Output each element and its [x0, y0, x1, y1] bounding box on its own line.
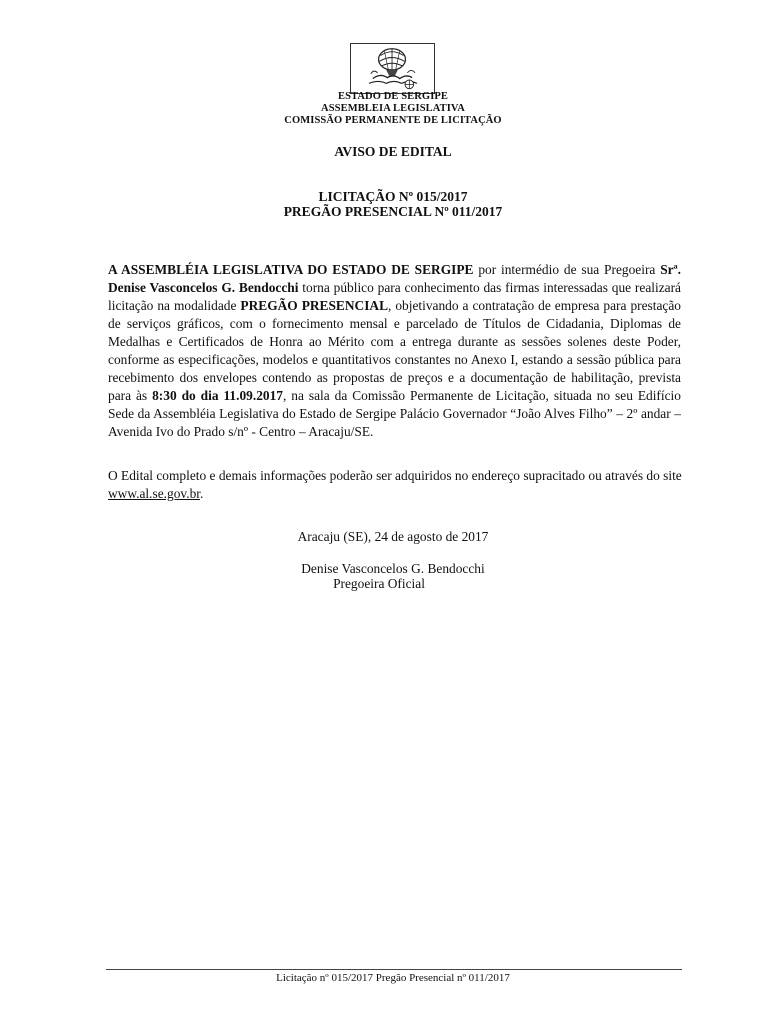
bid-number: LICITAÇÃO Nº 015/2017 — [318, 189, 468, 204]
info-paragraph — [108, 467, 688, 503]
info-text-end: . — [199, 486, 204, 501]
paragraph-text: torna público para conhecimento das firmas interessadas que realizará licitação na modalidade — [108, 280, 682, 313]
bold-text: Srª. Denise Vasconcelos G. Bendocchi — [108, 262, 681, 295]
paragraph-text: por intermédio de sua Pregoeira — [473, 262, 661, 277]
notice-paragraph — [108, 261, 681, 441]
coat-of-arms-icon — [350, 43, 435, 94]
paragraph-text: , na sala da Comissão Permanente de Licitação, situada no seu Edifício Sede da Assembléia Legislativa do Estado de Sergipe Palácio Governador “João Alves Filho” – 2º andar – Avenida Ivo do Prado s/nº - Centro – Aracaju/SE. — [108, 388, 681, 439]
bold-text: 8:30 do dia 11.09.2017 — [152, 388, 283, 403]
page-footer: Licitação nº 015/2017 Pregão Presencial nº 011/2017 — [276, 972, 510, 984]
signature-date: Aracaju (SE), 24 de agosto de 2017 — [297, 529, 489, 544]
header-commission: COMISSÃO PERMANENTE DE LICITAÇÃO — [284, 115, 502, 126]
signatory-role: Pregoeira Oficial — [333, 576, 425, 591]
website-link[interactable]: www.al.se.gov.br — [108, 486, 200, 501]
auction-number: PREGÃO PRESENCIAL Nº 011/2017 — [283, 204, 503, 219]
footer-divider — [106, 969, 682, 970]
header-state: ESTADO DE SERGIPE — [337, 91, 449, 102]
signatory-name: Denise Vasconcelos G. Bendocchi — [301, 561, 485, 576]
paragraph-text: , objetivando a contratação de empresa para prestação de serviços gráficos, com o fornecimento mensal e parcelado de Títulos de Cidadania, Diplomas de Medalhas e Certificados de Honra ao Mérito com a entrega durante as sessões solenes deste Poder, conforme as especificações, modelos e quantitativos constantes no Anexo I, estando a sessão pública para recebimento dos envelopes contendo as propostas de preços e a documentação de habilitação, prevista para às — [108, 298, 681, 403]
header-assembly: ASSEMBLEIA LEGISLATIVA — [321, 103, 465, 114]
info-text: O Edital completo e demais informações poderão ser adquiridos no endereço supracitado ou através do site — [108, 468, 682, 483]
notice-title: AVISO DE EDITAL — [334, 144, 452, 159]
bold-text: PREGÃO PRESENCIAL — [240, 298, 389, 313]
bold-text: A ASSEMBLÉIA LEGISLATIVA DO ESTADO DE SERGIPE — [108, 262, 474, 277]
